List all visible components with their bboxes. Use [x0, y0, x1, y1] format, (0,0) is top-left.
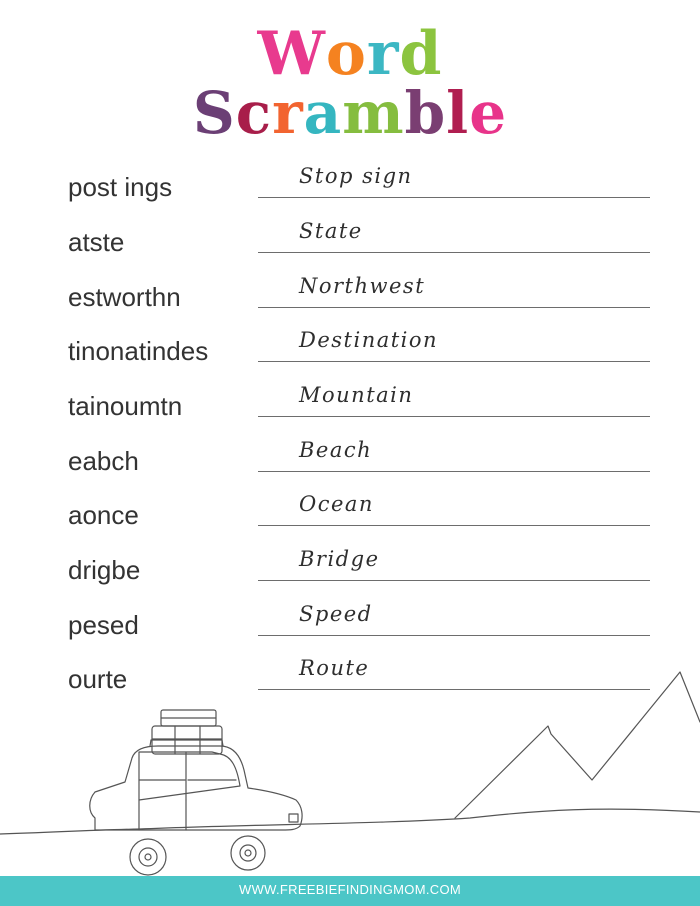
title-scramble — [0, 79, 700, 147]
puzzle-row — [0, 436, 700, 490]
title-letter: l — [446, 79, 470, 147]
answer-text: Mountain — [299, 383, 414, 407]
website-link[interactable]: WWW.FREEBIEFINDINGMOM.COM — [239, 882, 461, 897]
scrambled-word: atste — [68, 227, 125, 257]
puzzle-row — [0, 381, 700, 435]
title-letter: W — [257, 19, 326, 89]
puzzle-row — [0, 162, 700, 216]
puzzle-row — [0, 600, 700, 654]
title-letter: r — [272, 79, 304, 147]
title-letter: d — [399, 19, 443, 89]
answer-text: State — [299, 219, 363, 243]
title-letter: a — [303, 79, 343, 147]
wheel-icon — [231, 836, 265, 870]
scrambled-word: pesed — [68, 610, 139, 640]
answer-line — [258, 525, 650, 526]
puzzle-row — [0, 326, 700, 380]
scrambled-word: drigbe — [68, 555, 141, 585]
title-letter: b — [404, 79, 447, 147]
answer-text: Northwest — [299, 274, 426, 298]
answer-text: Route — [299, 656, 370, 680]
answer-text: Stop sign — [299, 164, 413, 188]
scrambled-word: estworthn — [68, 282, 181, 312]
answer-text: Speed — [299, 602, 373, 626]
puzzle-row — [0, 217, 700, 271]
answer-line — [258, 471, 650, 472]
title-word — [0, 19, 700, 89]
answer-line — [258, 416, 650, 417]
answer-line — [258, 252, 650, 253]
footer-banner — [0, 876, 700, 906]
puzzle-row — [0, 545, 700, 599]
answer-line — [258, 635, 650, 636]
scrambled-word: tinonatindes — [68, 336, 209, 366]
mountains-outline — [455, 672, 700, 818]
wheel-icon — [130, 839, 166, 875]
answer-text: Bridge — [299, 547, 380, 571]
answer-text: Destination — [299, 328, 439, 352]
title-letter: o — [325, 19, 367, 89]
title-letter: S — [192, 79, 236, 147]
scrambled-word: tainoumtn — [68, 391, 183, 421]
title-letter: c — [235, 79, 273, 147]
road-trip-illustration — [0, 660, 700, 876]
answer-text: Beach — [299, 438, 373, 462]
answer-line — [258, 580, 650, 581]
answer-line — [258, 307, 650, 308]
title-letter: m — [342, 79, 405, 147]
scrambled-word: ourte — [68, 664, 128, 694]
puzzle-row — [0, 490, 700, 544]
luggage-icon — [152, 710, 222, 754]
title-letter: e — [469, 79, 508, 147]
scrambled-word: eabch — [68, 446, 139, 476]
answer-line — [258, 197, 650, 198]
answer-text: Ocean — [299, 492, 374, 516]
title-letter: r — [366, 19, 400, 89]
scrambled-word: aonce — [68, 500, 139, 530]
scrambled-word: post ings — [68, 172, 173, 202]
puzzle-row — [0, 272, 700, 326]
answer-line — [258, 361, 650, 362]
